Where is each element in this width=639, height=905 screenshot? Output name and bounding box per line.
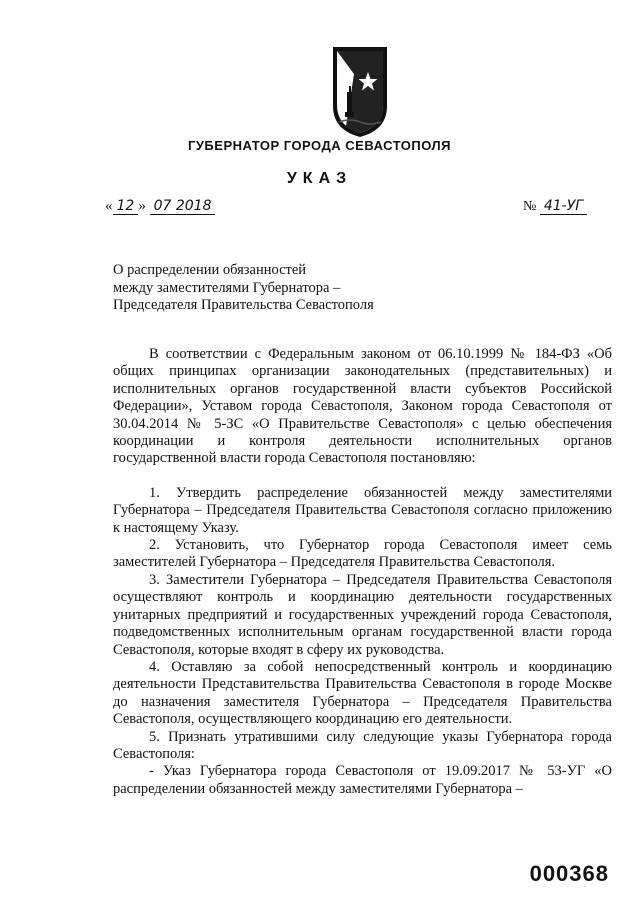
clause-1-paragraph: 1. Утвердить распределение обязанностей между заместителями Губернатора – Председателя Правительства Севастополя согласно приложению к настоящему Указу. xyxy=(113,484,612,536)
document-subject xyxy=(113,262,443,315)
subject-line: О распределении обязанностей xyxy=(113,262,307,278)
clause-2-paragraph: 2. Установить, что Губернатор города Севастополя имеет семь заместителей Губернатора – Председателя Правительства Севастополя. xyxy=(113,537,612,571)
document-type-title: УКАЗ xyxy=(286,170,353,187)
clause-5-paragraph: 5. Признать утратившими силу следующие указы Губернатора города Севастополя: xyxy=(113,728,612,762)
document-body xyxy=(113,346,612,798)
date-day: 12 xyxy=(113,198,139,215)
number-value: 41-УГ xyxy=(540,198,587,215)
document-date xyxy=(105,198,215,215)
sevastopol-coat-of-arms xyxy=(330,44,390,140)
subject-line: между заместителями Губернатора – xyxy=(113,279,341,296)
date-month-year: 07 2018 xyxy=(150,198,216,215)
subject-line: Председателя Правительства Севастополя xyxy=(113,297,374,313)
clause-4-paragraph: 4. Оставляю за собой непосредственный контроль и координацию деятельности Представительства Правительства Севастополя в городе Москве до назначения заместителя Губернатора – Председателя Правительства Севастополя, осуществляющего координацию его деятельности. xyxy=(113,658,612,728)
number-prefix: № xyxy=(523,199,537,214)
date-quote-close: » xyxy=(138,198,146,214)
repealed-decree-item: - Указ Губернатора города Севастополя от 19.09.2017 № 53-УГ «О распределении обязанностей между заместителями Губернатора – xyxy=(113,763,612,797)
issuing-authority: ГУБЕРНАТОР ГОРОДА СЕВАСТОПОЛЯ xyxy=(187,138,452,153)
clause-3-paragraph: 3. Заместители Губернатора – Председателя Правительства Севастополя осуществляют контроль и координацию деятельности государственных унитарных предприятий и государственных учреждений города Севастополя, подведомственных исполнительным органам государственной власти города Севастополя, которые входят в сферу их руководства. xyxy=(113,571,612,658)
preamble-paragraph: В соответствии с Федеральным законом от 06.10.1999 № 184-ФЗ «Об общих принципах организации законодательных (представительных) и исполнительных органов государственной власти субъектов Российской Федерации», Уставом города Севастополя, Законом города Севастополя от 30.04.2014 № 5-ЗС «О Правительстве Севастополя» с целью обеспечения координации и контроля деятельности исполнительных органов государственной власти города Севастополя постановляю: xyxy=(113,346,612,467)
document-number xyxy=(523,198,587,215)
date-quote-open: « xyxy=(105,198,113,214)
page-serial-number: 000368 xyxy=(529,861,609,886)
